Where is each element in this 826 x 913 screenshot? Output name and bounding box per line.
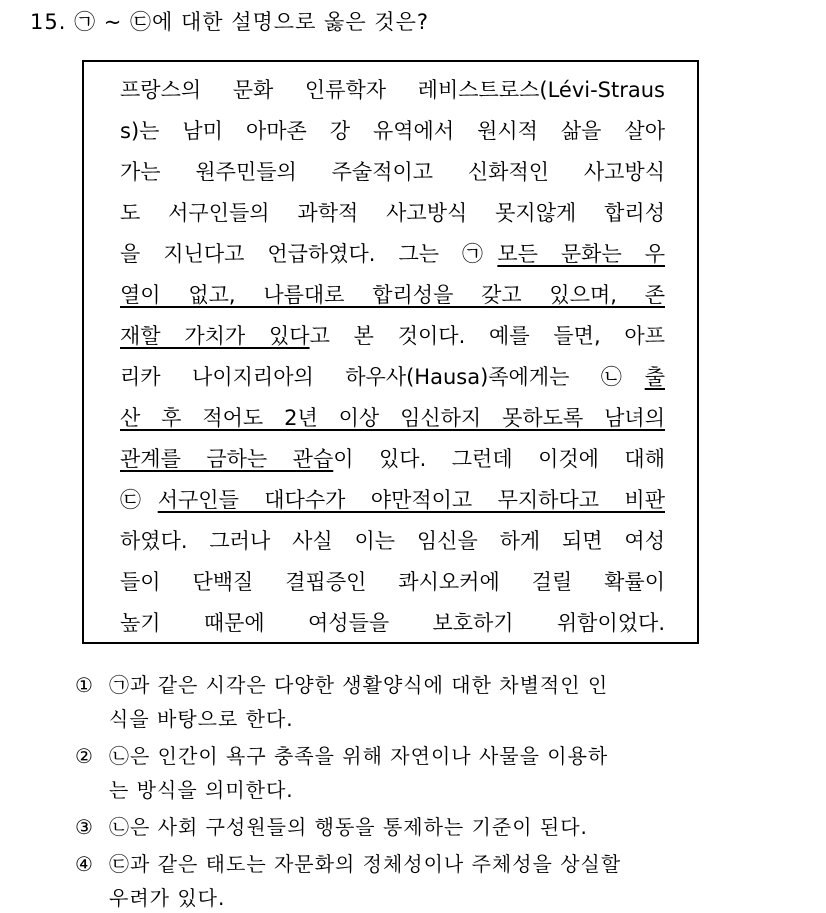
option-3[interactable] xyxy=(75,814,588,840)
option-text: 우려가 있다. xyxy=(109,886,226,910)
underlined-text: 산 후 적어도 2년 이상 임신하지 못하도록 남녀의 xyxy=(120,406,665,430)
underlined-text: 서구인들 대다수가 야만적이고 무지하다고 비판 xyxy=(157,488,666,512)
option-4[interactable] xyxy=(75,851,621,877)
passage-text: s)는 남미 아마존 강 유역에서 원시적 삶을 살아 xyxy=(120,119,665,143)
passage-line xyxy=(120,404,665,432)
option-number: ③ xyxy=(75,815,94,839)
option-number: ② xyxy=(75,744,94,768)
option-number: ④ xyxy=(75,852,94,876)
option-text: ㉠과 같은 시각은 다양한 생활양식에 대한 차별적인 인 xyxy=(109,673,609,697)
passage-line xyxy=(120,568,665,596)
passage-text: 하였다. 그러나 사실 이는 임신을 하게 되면 여성 xyxy=(120,529,665,553)
option-number: ① xyxy=(75,673,94,697)
question-title: 15. ㉠ ~ ㉢에 대한 설명으로 옳은 것은? xyxy=(30,10,430,34)
passage-line xyxy=(120,76,665,104)
passage-line xyxy=(120,281,665,309)
option-1[interactable] xyxy=(75,672,608,698)
passage-line xyxy=(120,363,665,391)
passage-text: 가는 원주민들의 주술적이고 신화적인 사고방식 xyxy=(120,160,665,184)
option-text: 식을 바탕으로 한다. xyxy=(109,707,294,731)
passage-text: 리카 나이지리아의 하우사(Hausa)족에게는 ㉡ xyxy=(120,365,645,389)
passage-line xyxy=(120,445,665,473)
passage-text: 들이 단백질 결핍증인 콰시오커에 걸릴 확률이 xyxy=(120,570,665,594)
passage-text: 이 있다. 그런데 이것에 대해 xyxy=(333,447,665,471)
passage-line xyxy=(120,240,665,268)
underlined-text: 출 xyxy=(644,365,665,389)
option-2[interactable] xyxy=(75,743,608,769)
passage-text: ㉢ xyxy=(120,488,158,512)
passage-line xyxy=(120,199,665,227)
passage-line xyxy=(120,322,665,350)
underlined-text: 열이 없고, 나름대로 합리성을 갖고 있으며, 존 xyxy=(120,283,665,307)
passage-text: 을 지닌다고 언급하였다. 그는 ㉠ xyxy=(120,242,498,266)
passage-line xyxy=(120,609,665,637)
passage-text: 고 본 것이다. 예를 들면, 아프 xyxy=(309,324,665,348)
passage-line xyxy=(120,117,665,145)
option-text: ㉡은 사회 구성원들의 행동을 통제하는 기준이 된다. xyxy=(109,815,588,839)
passage-text: 프랑스의 문화 인류학자 레비스트로스(Lévi-Straus xyxy=(120,78,665,102)
option-text: ㉢과 같은 태도는 자문화의 정체성이나 주체성을 상실할 xyxy=(109,852,622,876)
underlined-text: 모든 문화는 우 xyxy=(497,242,665,266)
passage-box xyxy=(82,60,699,644)
underlined-text: 관계를 금하는 관습 xyxy=(120,447,334,471)
option-text: 는 방식을 의미한다. xyxy=(109,778,294,802)
passage-line xyxy=(120,527,665,555)
option-text: ㉡은 인간이 욕구 충족을 위해 자연이나 사물을 이용하 xyxy=(109,744,609,768)
passage-line xyxy=(120,486,665,514)
passage-text: 도 서구인들의 과학적 사고방식 못지않게 합리성 xyxy=(120,201,665,225)
passage-text: 높기 때문에 여성들을 보호하기 위함이었다. xyxy=(120,611,665,635)
underlined-text: 재할 가치가 있다 xyxy=(120,324,310,348)
passage-line xyxy=(120,158,665,186)
